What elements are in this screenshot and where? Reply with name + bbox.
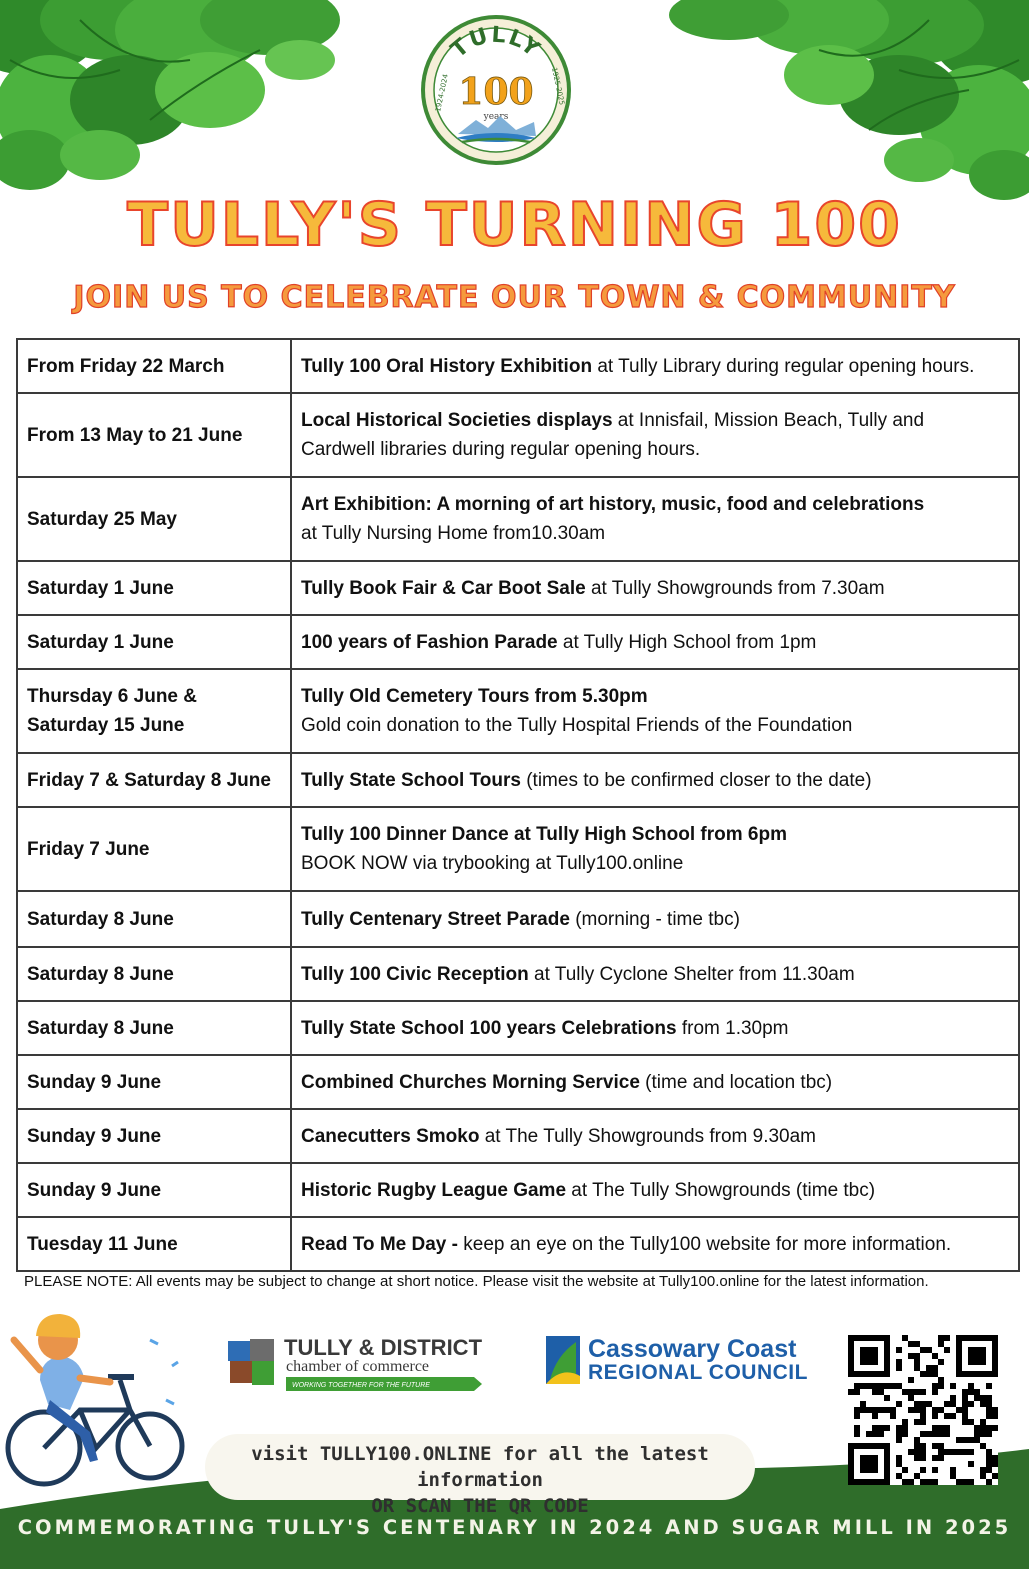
event-title: Tully 100 Oral History Exhibition (301, 355, 593, 377)
event-date (17, 807, 291, 891)
event-title: 100 years of Fashion Parade (301, 631, 558, 653)
event-date-line: Sunday 9 June (27, 1071, 162, 1093)
event-date-line: Saturday 8 June (27, 1017, 174, 1039)
event-details (291, 393, 1019, 477)
logo-right-years: 1925-2025 (550, 66, 566, 106)
event-row (17, 753, 1019, 807)
event-details (291, 477, 1019, 561)
event-details (291, 1109, 1019, 1163)
event-title: Tully 100 Dinner Dance at Tully High School from 6pm (301, 824, 787, 845)
event-date (17, 753, 291, 807)
event-details (291, 1055, 1019, 1109)
event-details (291, 753, 1019, 807)
event-title: Tully 100 Civic Reception (301, 963, 529, 985)
event-date-line: Sunday 9 June (27, 1179, 162, 1201)
event-row (17, 1001, 1019, 1055)
event-description-line-2: Gold coin donation to the Tully Hospital Friends of the Foundation (301, 715, 853, 736)
event-date (17, 1109, 291, 1163)
event-row (17, 1163, 1019, 1217)
event-description-line-2: Cardwell libraries during regular opening hours. (301, 439, 701, 460)
event-date-line: Friday 7 June (27, 838, 150, 860)
event-date (17, 561, 291, 615)
event-description: (morning - time tbc) (569, 908, 740, 930)
event-row (17, 891, 1019, 947)
event-details (291, 1163, 1019, 1217)
chamber-name: TULLY & DISTRICT (284, 1335, 483, 1360)
event-date-line: Tuesday 11 June (27, 1233, 178, 1255)
event-description: at Tully Cyclone Shelter from 11.30am (528, 963, 855, 985)
event-row (17, 1217, 1019, 1271)
event-date-line: Saturday 25 May (27, 508, 177, 530)
events-table (16, 338, 1020, 1272)
event-details (291, 615, 1019, 669)
leaves-left-decoration (0, 0, 360, 200)
event-row (17, 339, 1019, 393)
event-date (17, 477, 291, 561)
qr-code[interactable] (848, 1335, 998, 1485)
event-date-line: Saturday 8 June (27, 963, 174, 985)
page-title: TULLY'S TURNING 100 (127, 190, 902, 260)
event-description: at Innisfail, Mission Beach, Tully and (612, 410, 925, 431)
event-row (17, 477, 1019, 561)
leaves-right-decoration (609, 0, 1029, 200)
event-details (291, 947, 1019, 1001)
event-details (291, 891, 1019, 947)
event-row (17, 807, 1019, 891)
event-date-line: Saturday 8 June (27, 908, 174, 930)
event-title: Canecutters Smoko (301, 1125, 480, 1147)
event-details (291, 1217, 1019, 1271)
event-description: at The Tully Showgrounds (time tbc) (566, 1179, 876, 1201)
chamber-of-commerce-logo (228, 1333, 488, 1402)
event-date (17, 615, 291, 669)
event-date (17, 1055, 291, 1109)
event-date (17, 1163, 291, 1217)
council-emblem-icon (546, 1336, 582, 1384)
event-date-line: Saturday 1 June (27, 577, 174, 599)
tully-100-logo (418, 12, 574, 168)
event-date-line: From 13 May to 21 June (27, 424, 243, 446)
event-row (17, 669, 1019, 753)
event-description: (times to be confirmed closer to the date) (520, 769, 872, 791)
event-description: keep an eye on the Tully100 website for more information. (457, 1233, 952, 1255)
event-title: Historic Rugby League Game (301, 1179, 567, 1201)
event-date-line: Sunday 9 June (27, 1125, 162, 1147)
event-row (17, 1055, 1019, 1109)
event-date-line: Saturday 15 June (27, 715, 185, 736)
event-description-line-2: at Tully Nursing Home from10.30am (301, 523, 606, 544)
event-details (291, 807, 1019, 891)
event-title: Read To Me Day - (301, 1233, 458, 1255)
logo-unit: years (483, 112, 509, 122)
event-date (17, 339, 291, 393)
event-details (291, 669, 1019, 753)
event-description: (time and location tbc) (639, 1071, 833, 1093)
event-title: Local Historical Societies displays (301, 410, 613, 431)
event-description: from 1.30pm (676, 1017, 789, 1039)
event-row (17, 1109, 1019, 1163)
council-subtitle: REGIONAL COUNCIL (588, 1361, 808, 1384)
event-title: Art Exhibition: A morning of art history, music, food and celebrations (301, 494, 925, 515)
event-title: Tully State School 100 years Celebrations (301, 1017, 677, 1039)
event-details (291, 1001, 1019, 1055)
child-on-bicycle-illustration (0, 1300, 200, 1490)
page-subtitle: JOIN US TO CELEBRATE OUR TOWN & COMMUNITY (73, 280, 956, 315)
event-description: at Tully High School from 1pm (557, 631, 817, 653)
event-details (291, 339, 1019, 393)
event-description-line-2: BOOK NOW via trybooking at Tully100.online (301, 853, 684, 874)
event-title: Tully Old Cemetery Tours from 5.30pm (301, 686, 648, 707)
logo-number: 100 (458, 71, 534, 113)
event-date-line: Friday 7 & Saturday 8 June (27, 769, 271, 791)
event-row (17, 561, 1019, 615)
event-date-line: From Friday 22 March (27, 355, 225, 377)
event-date (17, 393, 291, 477)
event-title: Tully State School Tours (301, 769, 521, 791)
event-title: Combined Churches Morning Service (301, 1071, 640, 1093)
event-date (17, 891, 291, 947)
event-row (17, 947, 1019, 1001)
event-title: Tully Centenary Street Parade (301, 908, 570, 930)
event-date (17, 947, 291, 1001)
event-date-line: Saturday 1 June (27, 631, 174, 653)
disclaimer-note: PLEASE NOTE: All events may be subject to change at short notice. Please visit the website at Tully100.online for the latest information. (24, 1273, 929, 1290)
cassowary-coast-council-logo (546, 1335, 808, 1389)
event-row (17, 615, 1019, 669)
event-details (291, 561, 1019, 615)
commemoration-banner: COMMEMORATING TULLY'S CENTENARY IN 2024 AND SUGAR MILL IN 2025 (17, 1516, 1012, 1539)
logo-word: TULLY (446, 22, 546, 64)
event-date (17, 1217, 291, 1271)
event-description: at The Tully Showgrounds from 9.30am (479, 1125, 816, 1147)
council-name: Cassowary Coast (588, 1335, 797, 1363)
website-call-to-action (205, 1434, 755, 1517)
event-description: at Tully Showgrounds from 7.30am (585, 577, 885, 599)
cta-line-2: OR SCAN THE QR CODE (371, 1495, 589, 1517)
event-description: at Tully Library during regular opening hours. (592, 355, 975, 377)
logo-left-years: 1924-2024 (434, 73, 450, 113)
chamber-subtitle: chamber of commerce (286, 1358, 430, 1375)
event-row (17, 393, 1019, 477)
event-date (17, 669, 291, 753)
event-date (17, 1001, 291, 1055)
event-title: Tully Book Fair & Car Boot Sale (301, 577, 586, 599)
chamber-tagline: WORKING TOGETHER FOR THE FUTURE (292, 1382, 430, 1389)
cta-line-1: visit TULLY100.ONLINE for all the latest information (251, 1443, 709, 1491)
event-date-line: Thursday 6 June & (27, 686, 197, 707)
